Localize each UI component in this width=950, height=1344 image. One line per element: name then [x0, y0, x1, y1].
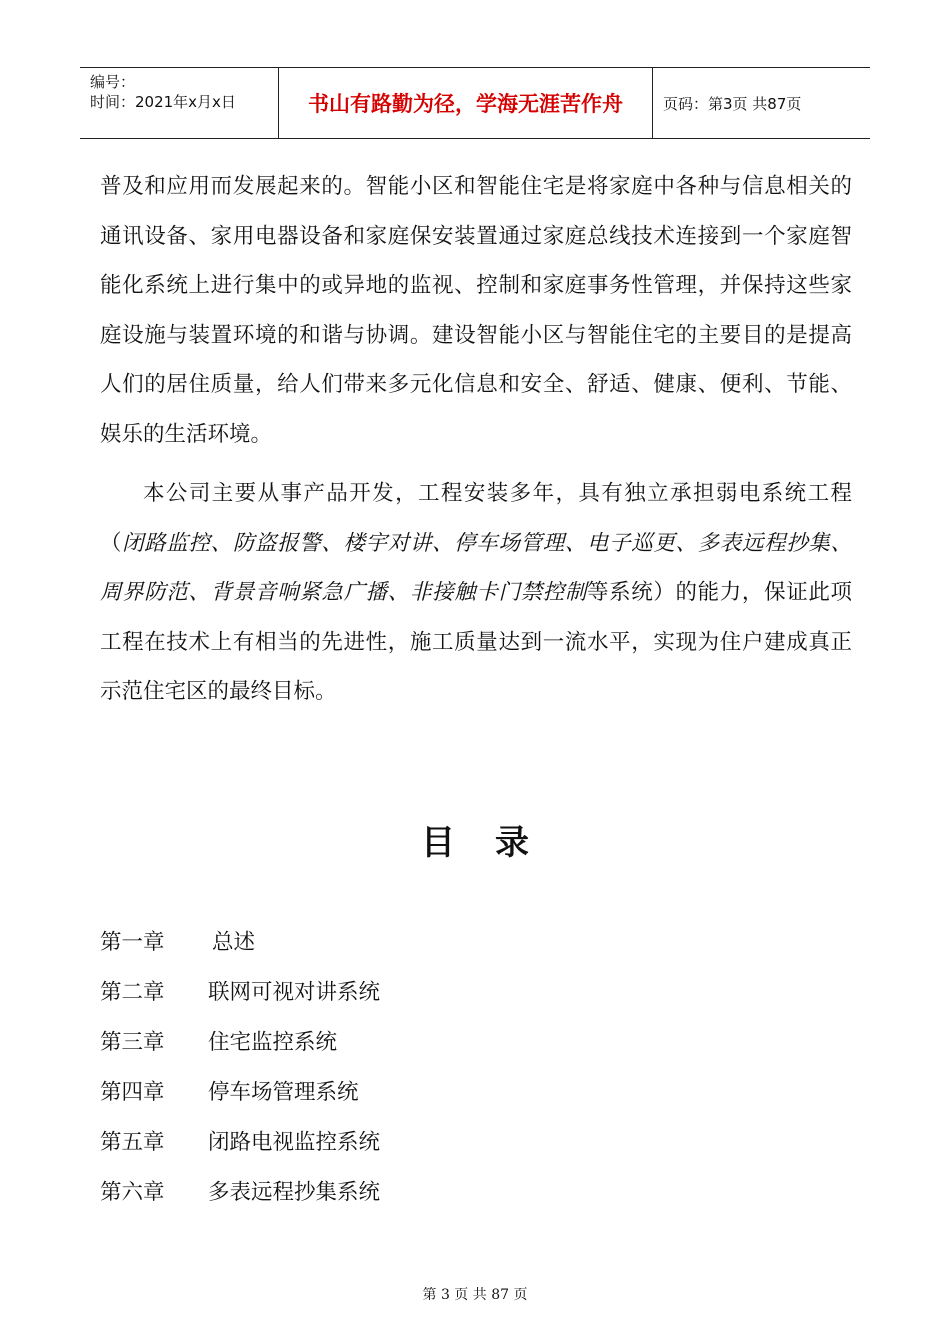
toc-chapter-title: 总述 [212, 930, 256, 955]
toc-chapter: 第六章 [100, 1180, 165, 1205]
toc-item[interactable] [100, 1068, 700, 1118]
toc-chapter-title: 闭路电视监控系统 [208, 1130, 381, 1155]
toc-item[interactable] [100, 968, 700, 1018]
toc-item[interactable] [100, 918, 700, 968]
toc-chapter-title: 停车场管理系统 [208, 1080, 359, 1105]
toc-item[interactable] [100, 1018, 700, 1068]
toc-item[interactable] [100, 1118, 700, 1168]
page-footer: 第 3 页 共 87 页 [422, 1287, 528, 1303]
number-label: 编号： [90, 73, 136, 91]
toc-chapter: 第四章 [100, 1080, 165, 1105]
toc-chapter: 第二章 [100, 980, 165, 1005]
paragraph-2-tail: 等系统）的能力，保证此项工程在技术上有相当的先进性，施工质量达到一流水平，实现为住户建成真正示范住宅区的最终目标。 [100, 580, 852, 704]
header-page-info: 页码：第3页 共87页 [663, 94, 802, 113]
toc-chapter-title: 多表远程抄集系统 [208, 1180, 381, 1205]
toc-chapter: 第一章 [100, 930, 165, 955]
body-paragraph-1: 普及和应用而发展起来的。智能小区和智能住宅是将家庭中各种与信息相关的通讯设备、家用电器设备和家庭保安装置通过家庭总线技术连接到一个家庭智能化系统上进行集中的或异地的监视、控制和家庭事务性管理，并保持这些家庭设施与装置环境的和谐与协调。建设智能小区与智能住宅的主要目的是提高人们的居住质量，给人们带来多元化信息和安全、舒适、健康、便利、节能、娱乐的生活环境。 [100, 174, 852, 447]
header-motto: 书山有路勤为径，学海无涯苦作舟 [279, 68, 653, 138]
body-paragraph-2 [100, 469, 852, 717]
paragraph-2-systems: 闭路监控、防盗报警、楼宇对讲、停车场管理、电子巡更、多表远程抄集、周界防范、背景音响紧急广播、非接触卡门禁控制 [100, 530, 852, 605]
toc-chapter: 第三章 [100, 1030, 165, 1055]
toc-chapter-title: 联网可视对讲系统 [208, 980, 381, 1005]
page-header [80, 67, 870, 139]
toc-chapter-title: 住宅监控系统 [208, 1030, 338, 1055]
table-of-contents [100, 918, 700, 1218]
header-meta [80, 68, 279, 138]
time-label: 时间：2021年x月x日 [90, 93, 236, 111]
toc-title: 目录 [421, 823, 569, 863]
toc-item[interactable] [100, 1168, 700, 1218]
paragraph-2-lead: 本公司主要从事产品开发，工程安装多年，具有独立承担弱电系统工程（ [100, 481, 852, 556]
toc-chapter: 第五章 [100, 1130, 165, 1155]
